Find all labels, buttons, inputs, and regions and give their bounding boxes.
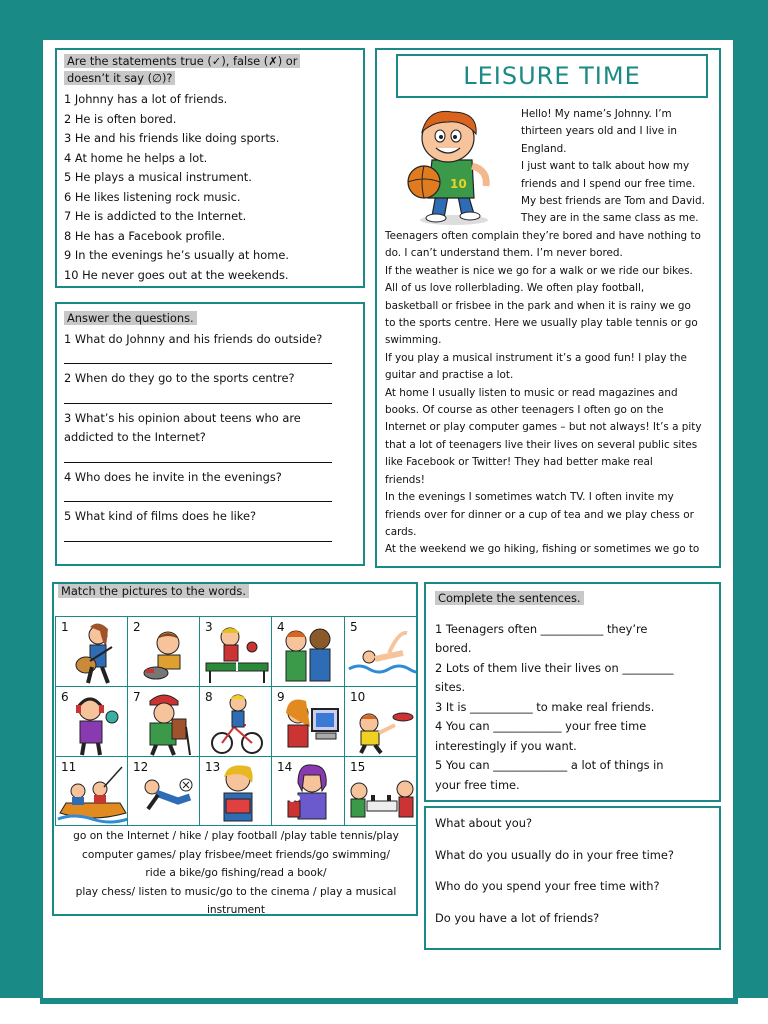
tf-item: 7 He is addicted to the Internet. xyxy=(64,209,247,223)
picture-number: 8 xyxy=(205,690,213,704)
answer-line[interactable] xyxy=(64,487,332,502)
picture-number: 14 xyxy=(277,760,293,774)
story-line: friends and I spend our free time. xyxy=(521,177,696,190)
question-text: 3 What’s his opinion about teens who are xyxy=(64,410,301,425)
true-false-box xyxy=(55,48,365,288)
bottom-rule xyxy=(40,998,738,1004)
story-intro xyxy=(521,106,715,228)
story-line: thirteen years old and I live in xyxy=(521,125,677,138)
sentence-line: 1 Teenagers often ___________ they’re xyxy=(435,621,648,636)
tf-item: 8 He has a Facebook profile. xyxy=(64,228,226,243)
question-text: 1 What do Johnny and his friends do outside? xyxy=(64,331,323,346)
picture-cell[interactable] xyxy=(344,616,417,687)
story-line: All of us love rollerblading. We often play football, xyxy=(385,282,645,295)
story-line: Internet or play computer games – but not always! It’s a pity xyxy=(385,421,702,434)
picture-cell[interactable] xyxy=(199,616,272,687)
story-line: At the weekend we go hiking, fishing or sometimes we go to xyxy=(385,543,700,556)
about-you-box xyxy=(424,806,721,950)
story-line: do. I can’t understand them. I’m never bored. xyxy=(385,247,623,260)
picture-number: 13 xyxy=(205,760,221,774)
tf-item: 6 He likes listening rock music. xyxy=(64,189,241,204)
picture-cell[interactable] xyxy=(127,756,200,826)
picture-cell[interactable] xyxy=(271,616,345,687)
about-you-line: Do you have a lot of friends? xyxy=(435,910,600,925)
picture-cell[interactable] xyxy=(271,686,345,757)
question-text: 2 When do they go to the sports centre? xyxy=(64,371,295,385)
sentence-line: bored. xyxy=(435,641,472,655)
story-line: friends over for dinner or a cup of tea and we play chess or xyxy=(385,508,694,521)
bottom-band xyxy=(0,998,768,1024)
shirt-number: 10 xyxy=(450,177,467,191)
picture-number: 1 xyxy=(61,620,69,634)
tf-item: 3 He and his friends like doing sports. xyxy=(64,131,280,145)
picture-cell[interactable] xyxy=(127,616,200,687)
sentence-line: 4 You can ____________ your free time xyxy=(435,719,647,733)
match-instruction: Match the pictures to the words. xyxy=(58,584,249,598)
questions-instruction: Answer the questions. xyxy=(64,311,197,325)
word-line: ride a bike/go fishing/read a book/ xyxy=(145,867,327,880)
tf-item: 10 He never goes out at the weekends. xyxy=(64,267,289,282)
story-line: They are in the same class as me. xyxy=(521,212,699,225)
picture-cell[interactable] xyxy=(344,756,417,826)
sentence-line: 2 Lots of them live their lives on _________ xyxy=(435,660,674,675)
story-body xyxy=(385,228,715,559)
tf-item: 4 At home he helps a lot. xyxy=(64,150,208,165)
sentence-line: your free time. xyxy=(435,777,520,792)
question-text: 4 Who does he invite in the evenings? xyxy=(64,469,282,484)
about-you-line: What about you? xyxy=(435,816,533,830)
question-text: addicted to the Internet? xyxy=(64,430,206,444)
story-line: I just want to talk about how my xyxy=(521,160,690,173)
picture-number: 12 xyxy=(133,760,149,774)
picture-number: 2 xyxy=(133,620,141,634)
picture-grid xyxy=(55,616,417,826)
story-line: books. Of course as other teenagers I often go on the xyxy=(385,404,664,417)
picture-number: 7 xyxy=(133,690,141,704)
story-line: like Facebook or Twitter! They had better make real xyxy=(385,456,653,469)
story-line: Teenagers often complain they’re bored and have nothing to xyxy=(385,230,701,242)
word-line: play chess/ listen to music/go to the cinema / play a musical xyxy=(75,885,397,898)
tf-instruction-line-1: Are the statements true (✓), false (✗) or xyxy=(64,54,300,68)
story-title: LEISURE TIME xyxy=(396,54,708,98)
story-line: England. xyxy=(521,142,567,155)
about-you-line: Who do you spend your free time with? xyxy=(435,879,660,893)
story-line: basketball or frisbee in the park and when it is rainy we go xyxy=(385,299,691,312)
picture-cell[interactable] xyxy=(55,686,128,757)
picture-cell[interactable] xyxy=(127,686,200,757)
picture-number: 3 xyxy=(205,620,213,634)
story-line: Hello! My name’s Johnny. I’m xyxy=(521,108,672,120)
sentence-line: sites. xyxy=(435,680,466,694)
word-line: instrument xyxy=(206,904,266,917)
story-line: At home I usually listen to music or read magazines and xyxy=(385,386,678,399)
story-line: swimming. xyxy=(385,334,442,347)
picture-cell[interactable] xyxy=(271,756,345,826)
picture-number: 10 xyxy=(350,690,366,704)
tf-item: 2 He is often bored. xyxy=(64,111,177,126)
story-line: cards. xyxy=(385,525,417,538)
picture-number: 6 xyxy=(61,690,69,704)
word-line: go on the Internet / hike / play football /play table tennis/play xyxy=(73,830,399,842)
answer-line[interactable] xyxy=(64,527,332,542)
picture-cell[interactable] xyxy=(199,756,272,826)
picture-number: 15 xyxy=(350,760,366,774)
story-line: guitar and practise a lot. xyxy=(385,369,514,382)
questions-box xyxy=(55,302,365,566)
picture-cell[interactable] xyxy=(344,686,417,757)
sentence-line: 5 You can _____________ a lot of things in xyxy=(435,758,664,772)
about-you-line: What do you usually do in your free time? xyxy=(435,847,674,862)
picture-number: 11 xyxy=(61,760,77,774)
sentence-line: 3 It is ___________ to make real friends. xyxy=(435,699,655,714)
word-line: computer games/ play frisbee/meet friends/go swimming/ xyxy=(82,848,390,861)
complete-instruction: Complete the sentences. xyxy=(435,591,584,605)
answer-line[interactable] xyxy=(64,389,332,404)
story-line: to the sports centre. Here we usually play table tennis or go xyxy=(385,317,698,330)
tf-instruction-line-2: doesn’t it say (∅)? xyxy=(64,71,175,85)
match-word-list xyxy=(56,827,416,920)
picture-cell[interactable] xyxy=(55,616,128,687)
tf-item: 5 He plays a musical instrument. xyxy=(64,170,252,184)
sentence-line: interestingly if you want. xyxy=(435,738,577,753)
picture-number: 5 xyxy=(350,620,358,634)
story-line: friends! xyxy=(385,473,425,486)
question-text: 5 What kind of films does he like? xyxy=(64,509,257,523)
story-line: If you play a musical instrument it’s a good fun! I play the xyxy=(385,351,687,364)
story-line: In the evenings I sometimes watch TV. I often invite my xyxy=(385,491,674,504)
picture-number: 4 xyxy=(277,620,285,634)
johnny-basketball-illustration xyxy=(398,104,510,226)
picture-number: 9 xyxy=(277,690,285,704)
answer-line[interactable] xyxy=(64,448,332,463)
tf-item: 1 Johnny has a lot of friends. xyxy=(64,92,228,106)
story-line: My best friends are Tom and David. xyxy=(521,195,705,208)
answer-line[interactable] xyxy=(64,349,332,364)
story-line: that a lot of teenagers live their lives on several public sites xyxy=(385,438,698,451)
complete-box xyxy=(424,582,721,802)
picture-cell[interactable] xyxy=(55,756,128,826)
tf-item: 9 In the evenings he’s usually at home. xyxy=(64,248,289,262)
picture-cell[interactable] xyxy=(199,686,272,757)
story-line: If the weather is nice we go for a walk or we ride our bikes. xyxy=(385,264,693,277)
